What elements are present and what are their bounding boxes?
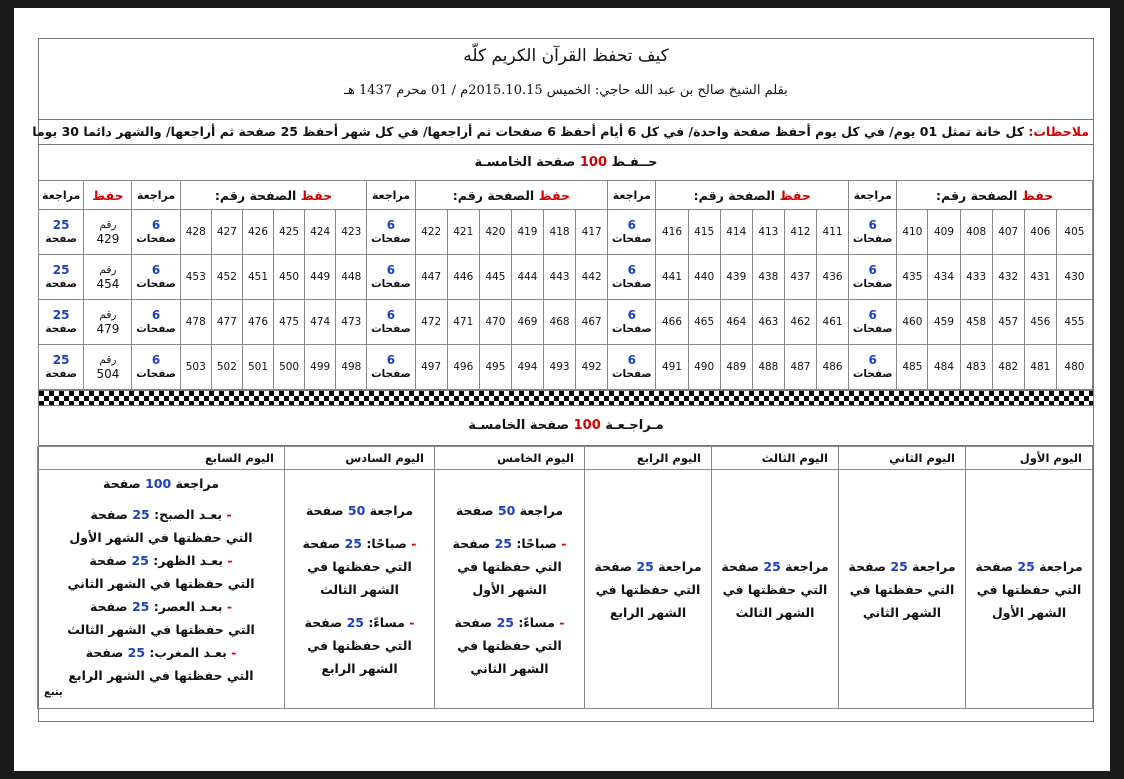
page-cell: 427 — [211, 210, 242, 255]
page-cell: 464 — [720, 300, 752, 345]
page-cell: 415 — [688, 210, 720, 255]
page-cell: 498 — [336, 345, 367, 390]
header-review-3: مراجعة — [367, 181, 415, 210]
page-cell: 503 — [180, 345, 211, 390]
page-cell: 441 — [656, 255, 688, 300]
page-cell: 465 — [688, 300, 720, 345]
checkered-divider — [39, 390, 1093, 406]
month-review-cell: 25 صفحة — [39, 345, 84, 390]
days-body-row — [38, 470, 1093, 709]
header-review-1: مراجعة — [849, 181, 897, 210]
day-2-plan: مراجعة 25 صفحة التي حفظتها في الشهر الثاني — [839, 470, 966, 709]
follow-note: يتبع — [44, 687, 63, 698]
page-cell: 489 — [720, 345, 752, 390]
page-cell: 407 — [992, 210, 1024, 255]
page-cell: 416 — [656, 210, 688, 255]
page-cell: 483 — [960, 345, 992, 390]
review-cell: 6 صفحات — [132, 345, 180, 390]
page-cell: 462 — [784, 300, 816, 345]
page-cell: 445 — [479, 255, 511, 300]
memorize-page-cell: رقم 454 — [84, 255, 132, 300]
review-cell: 6 صفحات — [608, 345, 656, 390]
header-group-1: حفظ الصفحة رقم: — [897, 181, 1093, 210]
page-cell: 410 — [897, 210, 928, 255]
day-4-header: اليوم الرابع — [585, 447, 712, 470]
day-7-session-detail: التي حفظتها في الشهر الثالث — [67, 622, 255, 637]
page-cell: 485 — [897, 345, 928, 390]
page-cell: 434 — [928, 255, 960, 300]
day-7-session-detail: التي حفظتها في الشهر الأول — [69, 530, 253, 545]
notes-text: كل خانة تمثل 01 يوم/ في كل يوم أحفظ صفحة واحدة/ في كل 6 أيام أحفظ 6 صفحات ثم أراجعها/ في كل شهر أحفظ 25 صفحة ثم أراجعها/ والشهر دائما 30 يوما — [32, 124, 1029, 139]
day-3-header: اليوم الثالث — [712, 447, 839, 470]
page-cell: 438 — [752, 255, 784, 300]
page-cell: 461 — [817, 300, 849, 345]
review-cell: 6 صفحات — [849, 345, 897, 390]
page-cell: 468 — [544, 300, 576, 345]
page-cell: 447 — [415, 255, 447, 300]
day-7-session: - بعـد العصر: 25 صفحة — [89, 599, 233, 614]
page-cell: 423 — [336, 210, 367, 255]
page-cell: 426 — [242, 210, 273, 255]
review-cell: 6 صفحات — [608, 255, 656, 300]
memorize-page-cell: رقم 429 — [84, 210, 132, 255]
page-cell: 472 — [415, 300, 447, 345]
review-cell: 6 صفحات — [132, 210, 180, 255]
page-cell: 492 — [576, 345, 608, 390]
review-title-number: 100 — [573, 418, 601, 433]
page-cell: 430 — [1056, 255, 1092, 300]
page-cell: 459 — [928, 300, 960, 345]
month-review-cell: 25 صفحة — [39, 255, 84, 300]
page-cell: 467 — [576, 300, 608, 345]
page-cell: 477 — [211, 300, 242, 345]
memorize-table — [38, 180, 1093, 390]
page-cell: 436 — [817, 255, 849, 300]
page-cell: 487 — [784, 345, 816, 390]
page-cell: 495 — [479, 345, 511, 390]
review-cell: 6 صفحات — [849, 255, 897, 300]
plan-sheet — [32, 38, 1094, 722]
day-7-plan: مراجعة 100 صفحة - بعـد الصبح: 25 صفحة التي حفظتها في الشهر الأول - بعـد الظهر: 25 صفحة التي حفظتها في الشهر الثاني - بعـد العصر: 25 صفحة التي حفظتها في الشهر الثالث - بعـد المغرب: 25 صفحة التي حفظتها في الشهر الرابع يتبع — [38, 470, 285, 709]
header-review-2: مراجعة — [608, 181, 656, 210]
page-cell: 486 — [817, 345, 849, 390]
page-cell: 419 — [511, 210, 543, 255]
page-cell: 417 — [576, 210, 608, 255]
page-cell: 424 — [305, 210, 336, 255]
day-1-header: اليوم الأول — [966, 447, 1093, 470]
notes-label: ملاحظات: — [1028, 124, 1089, 139]
page-cell: 433 — [960, 255, 992, 300]
review-cell: 6 صفحات — [132, 255, 180, 300]
month-review-cell: 25 صفحة — [39, 300, 84, 345]
day-7-session: - بعـد الظهر: 25 صفحة — [89, 553, 233, 568]
memorize-title-start: حــفـظ — [607, 155, 658, 170]
day-7-session-detail: التي حفظتها في الشهر الثاني — [67, 576, 255, 591]
page-cell: 411 — [817, 210, 849, 255]
month-review-cell: 25 صفحة — [39, 210, 84, 255]
page-cell: 420 — [479, 210, 511, 255]
page-cell: 456 — [1024, 300, 1056, 345]
review-cell: 6 صفحات — [367, 210, 415, 255]
review-table — [37, 446, 1093, 709]
page-cell: 491 — [656, 345, 688, 390]
day-5-header: اليوم الخامس — [435, 447, 585, 470]
page-cell: 435 — [897, 255, 928, 300]
header-hifz: حفظ — [84, 181, 132, 210]
page-cell: 440 — [688, 255, 720, 300]
memorize-title-number: 100 — [579, 155, 608, 170]
review-cell: 6 صفحات — [367, 345, 415, 390]
author-byline: بقلم الشيخ صالح بن عبد الله حاجي: الخميس 2015.10.15م / 01 محرم 1437 هـ — [344, 83, 788, 98]
header-group-3: حفظ الصفحة رقم: — [415, 181, 608, 210]
page-cell: 458 — [960, 300, 992, 345]
page-cell: 408 — [960, 210, 992, 255]
page-cell: 421 — [447, 210, 479, 255]
page-cell: 499 — [305, 345, 336, 390]
page-cell: 432 — [992, 255, 1024, 300]
days-header-row — [38, 447, 1093, 470]
page-cell: 451 — [242, 255, 273, 300]
table-header-row — [39, 181, 1093, 210]
day-7-session-detail: التي حفظتها في الشهر الرابع — [68, 668, 254, 683]
page-cell: 470 — [479, 300, 511, 345]
page-cell: 448 — [336, 255, 367, 300]
page-cell: 484 — [928, 345, 960, 390]
review-cell: 6 صفحات — [849, 210, 897, 255]
notes-line — [32, 120, 1093, 145]
page-cell: 446 — [447, 255, 479, 300]
day-7-session: - بعـد الصبح: 25 صفحة — [90, 507, 232, 522]
page-cell: 425 — [274, 210, 305, 255]
table-row — [39, 345, 1093, 390]
memorize-title-end: صفحة الخامسـة — [474, 155, 580, 170]
page-cell: 444 — [511, 255, 543, 300]
page-cell: 442 — [576, 255, 608, 300]
page-cell: 482 — [992, 345, 1024, 390]
page-cell: 473 — [336, 300, 367, 345]
header-group-2: حفظ الصفحة رقم: — [656, 181, 849, 210]
day-4-plan: مراجعة 25 صفحة التي حفظتها في الشهر الرابع — [585, 470, 712, 709]
review-cell: 6 صفحات — [367, 300, 415, 345]
title-block — [39, 39, 1093, 120]
page-cell: 439 — [720, 255, 752, 300]
header-month-review: مراجعة — [39, 181, 84, 210]
review-title-end: صفحة الخامسـة — [468, 418, 574, 433]
page-cell: 466 — [656, 300, 688, 345]
page-cell: 497 — [415, 345, 447, 390]
page-cell: 494 — [511, 345, 543, 390]
memorize-page-cell: رقم 504 — [84, 345, 132, 390]
page-cell: 460 — [897, 300, 928, 345]
page-cell: 457 — [992, 300, 1024, 345]
page-cell: 502 — [211, 345, 242, 390]
day-2-header: اليوم الثاني — [839, 447, 966, 470]
review-section-title — [39, 406, 1093, 446]
page-cell: 449 — [305, 255, 336, 300]
day-7-session: - بعـد المغرب: 25 صفحة — [85, 645, 237, 660]
page-cell: 481 — [1024, 345, 1056, 390]
page-title: كيف تحفظ القرآن الكريم كلّه — [463, 46, 669, 66]
page-cell: 414 — [720, 210, 752, 255]
page-cell: 409 — [928, 210, 960, 255]
page-cell: 452 — [211, 255, 242, 300]
page-cell: 478 — [180, 300, 211, 345]
page-cell: 405 — [1056, 210, 1092, 255]
review-title-start: مـراجـعـة — [600, 418, 664, 433]
page-cell: 493 — [544, 345, 576, 390]
page-cell: 480 — [1056, 345, 1092, 390]
day-3-plan: مراجعة 25 صفحة التي حفظتها في الشهر الثالث — [712, 470, 839, 709]
day-7-header: اليوم السابع — [38, 447, 285, 470]
paper-page — [14, 8, 1110, 771]
table-row — [39, 300, 1093, 345]
page-cell: 412 — [784, 210, 816, 255]
memorize-section-title — [39, 145, 1093, 180]
table-row — [39, 210, 1093, 255]
day-1-plan: مراجعة 25 صفحة التي حفظتها في الشهر الأول — [966, 470, 1093, 709]
page-cell: 450 — [274, 255, 305, 300]
page-cell: 490 — [688, 345, 720, 390]
review-cell: 6 صفحات — [367, 255, 415, 300]
page-cell: 455 — [1056, 300, 1092, 345]
page-cell: 488 — [752, 345, 784, 390]
page-cell: 413 — [752, 210, 784, 255]
table-row — [39, 255, 1093, 300]
header-group-4: حفظ الصفحة رقم: — [180, 181, 367, 210]
page-cell: 431 — [1024, 255, 1056, 300]
page-cell: 469 — [511, 300, 543, 345]
page-cell: 501 — [242, 345, 273, 390]
page-cell: 437 — [784, 255, 816, 300]
review-cell: 6 صفحات — [608, 300, 656, 345]
page-cell: 422 — [415, 210, 447, 255]
page-cell: 406 — [1024, 210, 1056, 255]
memorize-page-cell: رقم 479 — [84, 300, 132, 345]
review-cell: 6 صفحات — [849, 300, 897, 345]
page-cell: 474 — [305, 300, 336, 345]
page-cell: 476 — [242, 300, 273, 345]
page-cell: 428 — [180, 210, 211, 255]
page-cell: 500 — [274, 345, 305, 390]
page-cell: 443 — [544, 255, 576, 300]
review-cell: 6 صفحات — [132, 300, 180, 345]
day-5-plan: مراجعة 50 صفحة - صباحًا: 25 صفحة التي حفظتها في الشهر الأول - مساءً: 25 صفحة التي حفظتها في الشهر الثاني — [435, 470, 585, 709]
day-6-plan: مراجعة 50 صفحة - صباحًا: 25 صفحة التي حفظتها في الشهر الثالث - مساءً: 25 صفحة التي حفظتها في الشهر الرابع — [285, 470, 435, 709]
page-cell: 496 — [447, 345, 479, 390]
day-6-header: اليوم السادس — [285, 447, 435, 470]
review-cell: 6 صفحات — [608, 210, 656, 255]
page-cell: 418 — [544, 210, 576, 255]
page-cell: 453 — [180, 255, 211, 300]
header-review-4: مراجعة — [132, 181, 180, 210]
page-cell: 471 — [447, 300, 479, 345]
page-cell: 475 — [274, 300, 305, 345]
page-cell: 463 — [752, 300, 784, 345]
